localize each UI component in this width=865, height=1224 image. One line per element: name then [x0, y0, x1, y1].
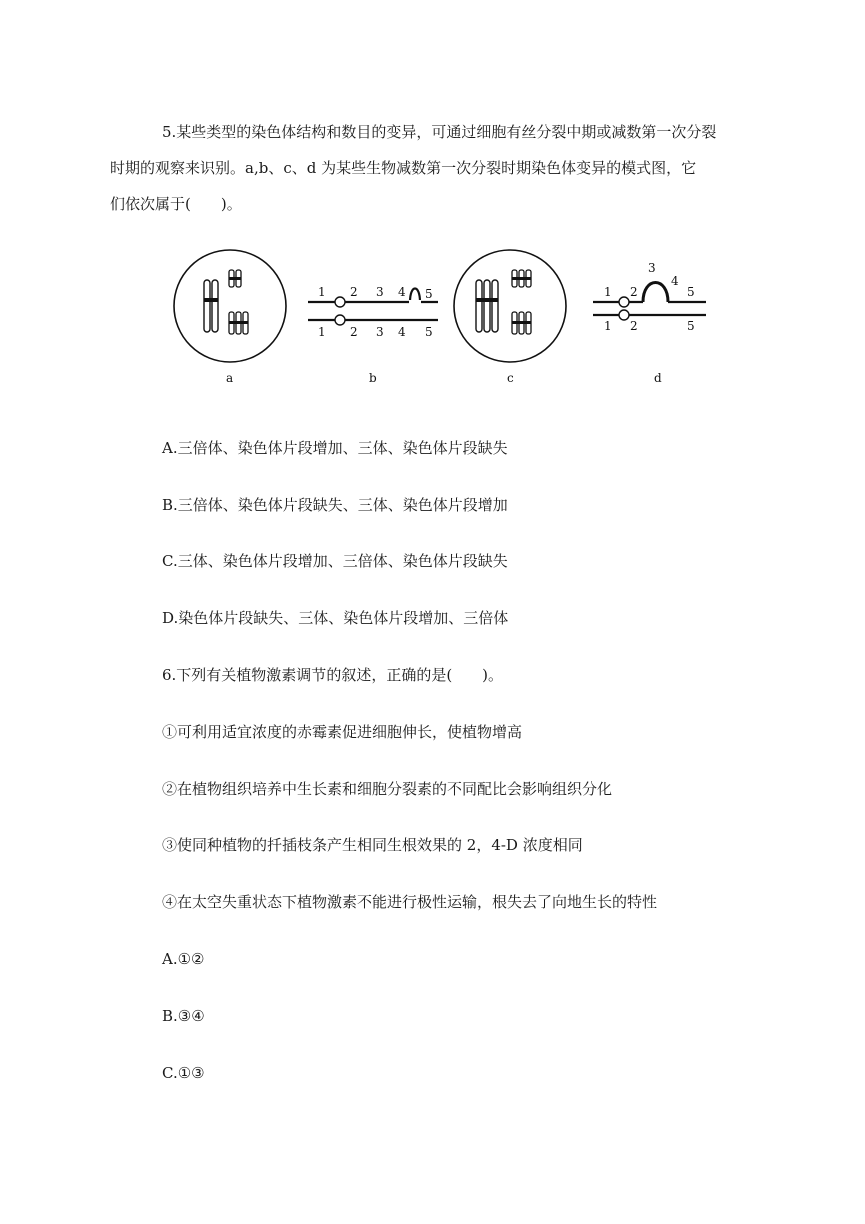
- q6-item-2: ②在植物组织培养中生长素和细胞分裂素的不同配比会影响组织分化: [162, 780, 613, 798]
- b-bottom-3: 3: [376, 325, 384, 339]
- q5-option-c: C.三体、染色体片段增加、三倍体、染色体片段缺失: [162, 552, 508, 570]
- d-top-2: 2: [630, 285, 638, 299]
- b-top-4: 4: [398, 285, 406, 299]
- d-top-1: 1: [604, 285, 612, 299]
- q6-item-1: ①可利用适宜浓度的赤霉素促进细胞伸长，使植物增高: [162, 723, 523, 741]
- chromosome-figure: [168, 240, 708, 400]
- question-5-line-3: 们依次属于( )。: [110, 195, 242, 213]
- caption-b: b: [369, 371, 377, 385]
- panel-d: [593, 261, 706, 385]
- d-bottom-5: 5: [687, 319, 695, 333]
- d-top-4: 4: [671, 274, 679, 288]
- question-5-line-2: 时期的观察来识别。a,b、c、d 为某些生物减数第一次分裂时期染色体变异的模式图，它: [110, 159, 697, 177]
- b-top-2: 2: [350, 285, 358, 299]
- q6-option-b: B.③④: [162, 1007, 205, 1025]
- b-bottom-2: 2: [350, 325, 358, 339]
- b-bottom-1: 1: [318, 325, 326, 339]
- q5-option-a: A.三倍体、染色体片段增加、三体、染色体片段缺失: [162, 439, 508, 457]
- panel-c: [454, 250, 566, 385]
- d-bottom-2: 2: [630, 319, 638, 333]
- q5-option-d: D.染色体片段缺失、三体、染色体片段增加、三倍体: [162, 609, 509, 627]
- b-top-3: 3: [376, 285, 384, 299]
- b-bottom-4: 4: [398, 325, 406, 339]
- q6-option-a: A.①②: [162, 950, 205, 968]
- panel-a: [174, 250, 286, 385]
- question-5-line-1: 5.某些类型的染色体结构和数目的变异，可通过细胞有丝分裂中期或减数第一次分裂: [162, 123, 717, 141]
- b-bottom-5: 5: [425, 325, 433, 339]
- panel-b: [308, 285, 438, 385]
- q6-item-4: ④在太空失重状态下植物激素不能进行极性运输，根失去了向地生长的特性: [162, 893, 658, 911]
- q5-option-b: B.三倍体、染色体片段缺失、三体、染色体片段增加: [162, 496, 508, 514]
- d-top-3: 3: [648, 261, 656, 275]
- caption-a: a: [226, 371, 234, 385]
- d-bottom-1: 1: [604, 319, 612, 333]
- caption-c: c: [507, 371, 514, 385]
- question-6-stem: 6.下列有关植物激素调节的叙述，正确的是( )。: [162, 666, 504, 684]
- q6-item-3: ③使同种植物的扦插枝条产生相同生根效果的 2，4-D 浓度相同: [162, 836, 583, 854]
- question-5-stem: [110, 114, 750, 222]
- caption-d: d: [654, 371, 662, 385]
- d-top-5: 5: [687, 285, 695, 299]
- q6-option-c: C.①③: [162, 1064, 205, 1082]
- b-top-5: 5: [425, 287, 433, 301]
- b-top-1: 1: [318, 285, 326, 299]
- chromosome-diagram: [168, 240, 708, 400]
